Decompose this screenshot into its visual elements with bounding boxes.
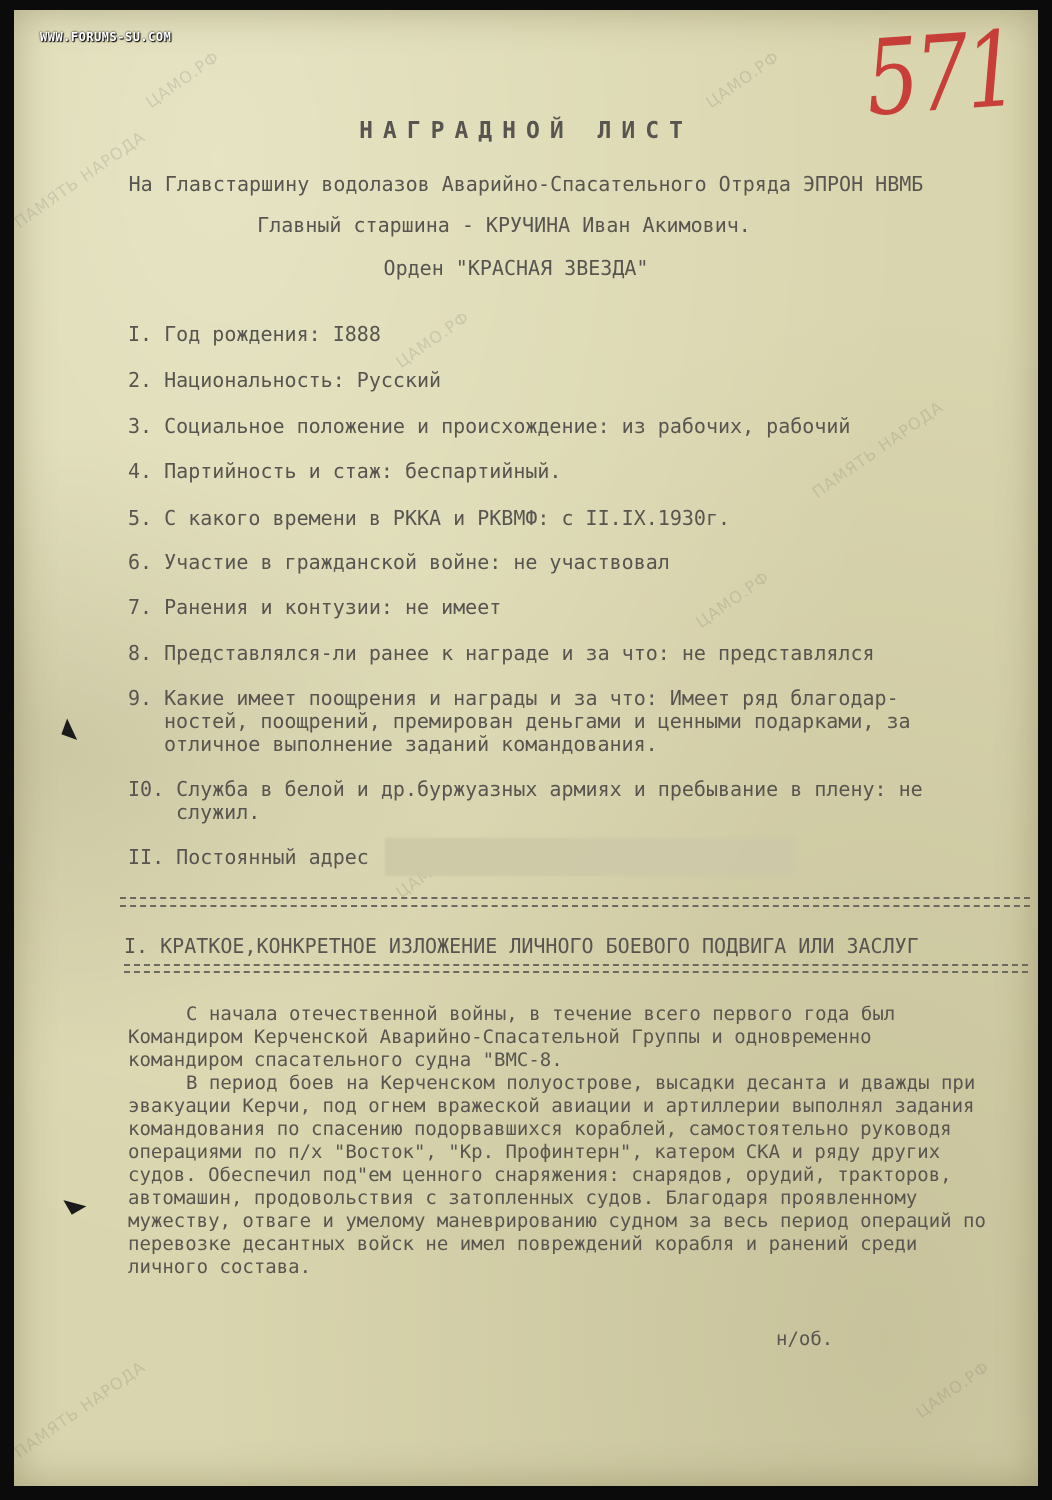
field-party-membership: 4. Партийность и стаж: беспартийный. bbox=[128, 459, 562, 483]
merit-paragraph-2: В период боев на Керченском полуострове, высадки десанта и дважды при эвакуации Керчи, под огнем вражеской авиации и артиллерии выполнял задания командования по спасению подорвавшихся кораблей, самостоятельно руководя операциями по п/х "Восток", "Кр. Профинтерн", катером СКА и ряду других судов. Обеспечил под"ем ценного снаряжения: снарядов, орудий, тракторов, автомашин, продовольствия с затопленных судов. Благодаря проявленному мужеству, отваге и умелому маневрированию судном за весь период операций по перевозке десантных войск не имел повреждений корабля и ранений среди личного состава. bbox=[128, 1072, 986, 1278]
field-nationality: 2. Национальность: Русский bbox=[128, 368, 442, 392]
continued-note: н/об. bbox=[776, 1328, 834, 1350]
watermark: ЦАМО.РФ bbox=[142, 47, 224, 112]
redacted-address bbox=[385, 838, 795, 876]
heading-underline bbox=[124, 971, 1028, 973]
watermark: ПАМЯТЬ НАРОДА bbox=[10, 127, 149, 232]
ink-mark: ◣ bbox=[60, 713, 85, 744]
divider-line bbox=[120, 897, 1030, 899]
divider-line bbox=[120, 905, 1030, 907]
field-commendations-line: отличное выполнение заданий командования. bbox=[164, 732, 658, 756]
field-wounds: 7. Ранения и контузии: не имеет bbox=[128, 595, 502, 619]
watermark: ЦАМО.РФ bbox=[392, 307, 474, 372]
archive-page-number: 571 bbox=[862, 7, 1020, 140]
field-civil-war: 6. Участие в гражданской войне: не участвовал bbox=[128, 550, 670, 574]
field-service-start: 5. С какого времени в РККА и РКВМФ: с II.IX.1930г. bbox=[128, 506, 731, 530]
heading-underline bbox=[124, 964, 1028, 966]
field-commendations-line: ностей, поощрений, премирован деньгами и ценными подарками, за bbox=[164, 709, 911, 733]
ink-mark: ◣ bbox=[60, 1187, 89, 1218]
site-watermark-label: WWW.FORUMS-SU.COM bbox=[40, 30, 172, 44]
field-commendations bbox=[128, 687, 1008, 756]
watermark: ЦАМО.РФ bbox=[702, 47, 784, 112]
watermark: ПАМЯТЬ НАРОДА bbox=[10, 1357, 149, 1462]
field-commendations-line: 9. Какие имеет поощрения и награды и за что: Имеет ряд благодар- bbox=[128, 686, 899, 710]
field-birth-year: I. Год рождения: I888 bbox=[128, 322, 381, 346]
field-social-status: 3. Социальное положение и происхождение: из рабочих, рабочий bbox=[128, 414, 851, 438]
field-white-army bbox=[128, 778, 1008, 824]
field-previous-awards: 8. Представлялся-ли ранее к награде и за что: не представлялся bbox=[128, 641, 875, 665]
recipient-line: На Главстаршину водолазов Аварийно-Спасательного Отряда ЭПРОН НВМБ bbox=[128, 172, 924, 196]
field-white-army-line: служил. bbox=[176, 800, 261, 824]
document-title: НАГРАДНОЙ ЛИСТ bbox=[359, 118, 693, 144]
watermark: ПАМЯТЬ НАРОДА bbox=[808, 397, 947, 502]
field-address: II. Постоянный адрес bbox=[128, 845, 369, 869]
award-line: Орден "КРАСНАЯ ЗВЕЗДА" bbox=[383, 256, 649, 280]
field-white-army-line: I0. Служба в белой и др.буржуазных армиях и пребывание в плену: не bbox=[128, 777, 923, 801]
nominee-line: Главный старшина - КРУЧИНА Иван Акимович. bbox=[257, 213, 751, 237]
section-heading: I. КРАТКОЕ,КОНКРЕТНОЕ ИЗЛОЖЕНИЕ ЛИЧНОГО БОЕВОГО ПОДВИГА ИЛИ ЗАСЛУГ bbox=[124, 934, 919, 958]
merit-paragraph-1: С начала отечественной войны, в течение всего первого года был Командиром Керченской Аварийно-Спасательной Группы и одновременно командиром спасательного судна "ВМС-8. bbox=[128, 1003, 896, 1071]
watermark: ЦАМО.РФ bbox=[912, 1357, 994, 1422]
watermark: ЦАМО.РФ bbox=[692, 567, 774, 632]
